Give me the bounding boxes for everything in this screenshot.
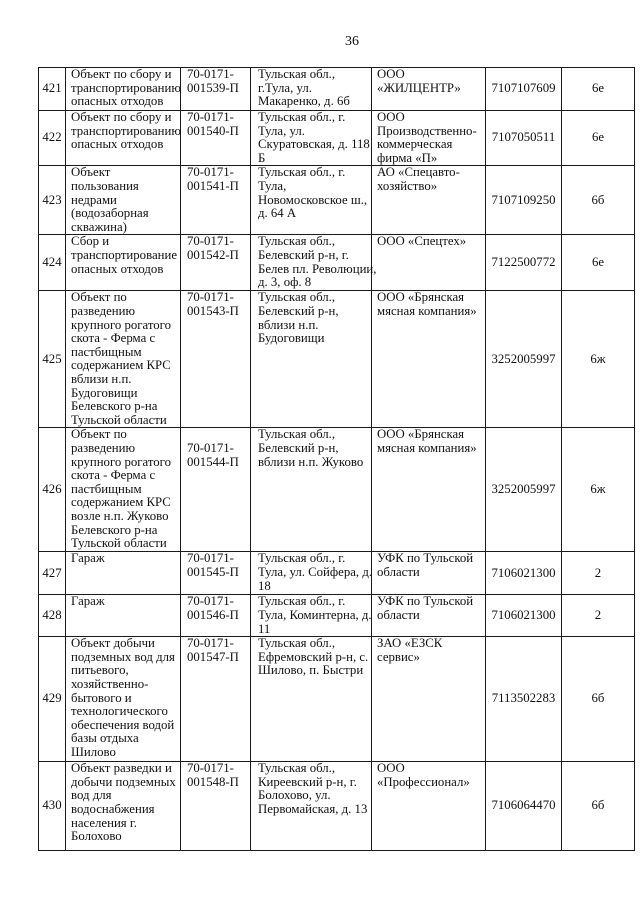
operator-line: «ЖИЛЦЕНТР» (377, 80, 461, 95)
registration-code-line: 001546-П (187, 607, 239, 622)
table-row (39, 291, 635, 428)
row-number-cell: 428 (39, 595, 66, 637)
registration-code-line: 001539-П (187, 80, 239, 95)
address-cell (251, 637, 372, 762)
registry-table-body (39, 68, 635, 851)
operator-line: области (377, 564, 420, 579)
row-number-cell: 426 (39, 428, 66, 552)
address-line: Болохово, ул. (258, 788, 331, 803)
address-cell (251, 234, 377, 291)
inn-cell: 7107109250 (486, 166, 562, 235)
operator-cell (372, 637, 486, 762)
object-name-line: Объект разведки и (71, 761, 172, 776)
row-number-cell: 427 (39, 552, 66, 595)
registration-code-line: 001548-П (187, 774, 239, 789)
address-line: д. 3, оф. 8 (258, 275, 312, 290)
operator-cell (372, 111, 486, 166)
object-name-line: Шилово (71, 744, 116, 759)
object-name-line: добычи подземных (71, 774, 176, 789)
object-name-line: Объект добычи (71, 636, 155, 651)
inn-cell: 7122500772 (486, 235, 562, 291)
row-number-cell: 430 (39, 762, 66, 851)
address-cell (251, 166, 372, 235)
registration-code-line: 70-0171- (187, 165, 234, 180)
registration-code-line: 70-0171- (187, 594, 234, 609)
table-row (39, 762, 635, 851)
registration-code-line: 70-0171- (187, 234, 234, 249)
registration-code-cell (181, 428, 251, 552)
address-line: Будоговищи (258, 331, 325, 346)
object-name-line: содержанием КРС (71, 495, 171, 510)
registration-code-line: 001543-П (187, 303, 239, 318)
object-name-line: Тульской области (71, 536, 167, 551)
registration-code-cell (181, 235, 251, 291)
object-name-line: Болохово (71, 829, 122, 844)
address-line: Первомайская, д. 13 (258, 801, 368, 816)
operator-line: ООО (377, 761, 405, 776)
object-name-line: возле н.п. Жуково (71, 508, 169, 523)
registration-code-line: 70-0171- (187, 636, 234, 651)
object-name-line: опасных отходов (71, 137, 164, 152)
operator-line: фирма «П» (377, 150, 438, 165)
operator-line: Производственно- (377, 123, 477, 138)
registration-code-line: 70-0171- (187, 440, 234, 455)
object-name-line: транспортированию (71, 123, 181, 138)
address-line: Макаренко, д. 6б (258, 94, 350, 109)
category-cell: 6ж (562, 428, 635, 552)
address-line: Тула, (258, 178, 287, 193)
address-line: г.Тула, ул. (258, 80, 312, 95)
registration-code-line: 001547-П (187, 649, 239, 664)
object-name-line: водоснабжения (71, 801, 155, 816)
operator-line: мясная компания» (377, 440, 477, 455)
object-name-cell (66, 235, 181, 291)
table-row (39, 68, 635, 111)
address-line: Тульская обл., г. (258, 165, 346, 180)
operator-line: хозяйство» (377, 178, 438, 193)
address-line: Тула, ул. (258, 123, 305, 138)
registration-code-line: 001540-П (187, 123, 239, 138)
category-cell: 6е (562, 111, 635, 166)
registration-code-line: 001542-П (187, 247, 239, 262)
address-cell (251, 291, 372, 428)
object-name-line: транспортированию (71, 80, 181, 95)
table-row (39, 595, 635, 637)
operator-cell (372, 235, 486, 291)
object-name-cell (66, 637, 181, 762)
operator-cell (372, 595, 486, 637)
operator-line: ООО (377, 67, 405, 81)
registration-code-cell (181, 166, 251, 235)
operator-line: ООО «Спецтех» (377, 234, 467, 249)
address-line: Тульская обл., (258, 67, 336, 81)
object-name-line: Тульской области (71, 412, 167, 427)
address-line: Белев пл. Революции, (258, 261, 377, 276)
object-name-line: (водозаборная (71, 206, 149, 221)
object-name-line: питьевого, (71, 663, 129, 678)
category-cell: 6е (562, 68, 635, 111)
registration-code-cell (181, 111, 251, 166)
object-name-line: крупного рогатого (71, 317, 172, 332)
address-line: Белевский р-н, (258, 303, 339, 318)
registration-code-cell (181, 552, 251, 595)
registration-code-line: 70-0171- (187, 551, 234, 566)
table-row (39, 637, 635, 762)
object-name-line: обеспечения водой (71, 717, 175, 732)
address-line: вблизи н.п. (258, 317, 319, 332)
category-cell: 6б (562, 637, 635, 762)
registry-table (38, 67, 635, 851)
category-cell: 6е (562, 235, 635, 291)
object-name-line: крупного рогатого (71, 454, 172, 469)
object-name-line: вблизи н.п. (71, 371, 132, 386)
address-cell (251, 552, 372, 595)
address-line: Тульская обл., (258, 234, 336, 249)
address-cell (251, 762, 372, 851)
operator-line: ООО «Брянская (377, 427, 465, 442)
operator-line: ООО (377, 110, 405, 124)
operator-line: «Профессионал» (377, 774, 470, 789)
page-number: 36 (345, 34, 359, 49)
address-line: Тульская обл., г. (258, 594, 346, 609)
inn-cell: 3252005997 (486, 428, 562, 552)
object-name-cell (66, 68, 181, 111)
object-name-line: пастбищным (71, 481, 142, 496)
object-name-line: подземных вод для (71, 649, 175, 664)
row-number-cell: 422 (39, 111, 66, 166)
row-number-cell: 421 (39, 68, 66, 111)
inn-cell: 7106064470 (486, 762, 562, 851)
inn-cell: 3252005997 (486, 291, 562, 428)
object-name-line: вод для (71, 788, 112, 803)
operator-cell (372, 166, 486, 235)
object-name-line: Объект по сбору и (71, 110, 172, 124)
address-line: Тула, Коминтерна, д. (258, 607, 372, 622)
object-name-line: технологического (71, 704, 168, 719)
address-line: Белевский р-н, г. (258, 247, 349, 262)
object-name-line: разведению (71, 440, 136, 455)
object-name-cell (66, 762, 181, 851)
registration-code-cell (181, 595, 251, 637)
address-line: д. 64 А (258, 206, 297, 221)
category-cell: 2 (562, 595, 635, 637)
address-line: Тульская обл., (258, 290, 336, 305)
inn-cell: 7106021300 (486, 595, 562, 637)
address-line: 18 (258, 578, 271, 593)
address-line: Скуратовская, д. 118 (258, 137, 370, 152)
object-name-cell (66, 166, 181, 235)
registration-code-line: 001541-П (187, 178, 239, 193)
address-cell (251, 111, 372, 166)
object-name-line: разведению (71, 303, 136, 318)
address-cell (251, 428, 372, 552)
address-cell (251, 68, 372, 111)
operator-line: УФК по Тульской (377, 594, 474, 609)
address-line: Тульская обл., (258, 427, 336, 442)
object-name-line: бытового и (71, 690, 132, 705)
table-row (39, 235, 635, 291)
object-name-cell (66, 111, 181, 166)
object-name-line: скота - Ферма с (71, 468, 156, 483)
object-name-line: Объект по (71, 427, 127, 442)
row-number-cell: 424 (39, 235, 66, 291)
registration-code-line: 70-0171- (187, 761, 234, 776)
operator-cell (372, 291, 486, 428)
operator-cell (372, 68, 486, 111)
object-name-cell (66, 595, 181, 637)
object-name-line: базы отдыха (71, 731, 139, 746)
inn-cell: 7113502283 (486, 637, 562, 762)
operator-line: АО «Спецавто- (377, 165, 460, 180)
category-cell: 6б (562, 166, 635, 235)
address-line: Ефремовский р-н, с. (258, 649, 369, 664)
object-name-line: Объект по (71, 290, 127, 305)
category-cell: 6ж (562, 291, 635, 428)
category-cell: 2 (562, 552, 635, 595)
address-line: Тула, ул. Сойфера, д. (258, 564, 373, 579)
operator-line: ООО «Брянская (377, 290, 465, 305)
address-line: Белевский р-н, (258, 440, 339, 455)
object-name-line: населения г. (71, 815, 137, 830)
object-name-cell (66, 428, 181, 552)
object-name-line: недрами (71, 192, 117, 207)
address-line: Новомосковское ш., (258, 192, 368, 207)
table-row (39, 428, 635, 552)
object-name-line: содержанием КРС (71, 358, 171, 373)
address-line: Б (258, 150, 266, 165)
registration-code-line: 70-0171- (187, 110, 234, 124)
object-name-line: Сбор и (71, 234, 110, 249)
registration-code-line: 001544-П (187, 454, 239, 469)
table-row (39, 552, 635, 595)
registration-code-line: 70-0171- (187, 67, 234, 81)
registration-code-cell (181, 637, 251, 762)
address-line: 11 (258, 621, 271, 636)
row-number-cell: 429 (39, 637, 66, 762)
registration-code-line: 70-0171- (187, 290, 234, 305)
operator-line: области (377, 607, 420, 622)
object-name-cell (66, 552, 181, 595)
registration-code-cell (181, 762, 251, 851)
object-name-line: Объект по сбору и (71, 67, 172, 81)
address-line: вблизи н.п. Жуково (258, 454, 364, 469)
registration-code-line: 001545-П (187, 564, 239, 579)
address-line: Киреевский р-н, г. (258, 774, 357, 789)
operator-cell (372, 552, 486, 595)
row-number-cell: 425 (39, 291, 66, 428)
inn-cell: 7107107609 (486, 68, 562, 111)
inn-cell: 7107050511 (486, 111, 562, 166)
object-name-line: Гараж (71, 594, 105, 609)
registration-code-cell (181, 68, 251, 111)
operator-line: ЗАО «ЕЗСК (377, 636, 443, 651)
address-line: Тульская обл., (258, 761, 336, 776)
operator-cell (372, 428, 486, 552)
category-cell: 6б (562, 762, 635, 851)
table-row (39, 166, 635, 235)
row-number-cell: 423 (39, 166, 66, 235)
address-cell (251, 595, 372, 637)
registration-code-cell (181, 291, 251, 428)
object-name-line: опасных отходов (71, 94, 164, 109)
operator-line: УФК по Тульской (377, 551, 474, 566)
operator-line: коммерческая (377, 137, 453, 152)
table-row (39, 111, 635, 166)
object-name-line: скважина) (71, 219, 127, 234)
operator-cell (372, 762, 486, 851)
address-line: Тульская обл., (258, 636, 336, 651)
object-name-line: Объект (71, 165, 111, 180)
operator-line: сервис» (377, 649, 420, 664)
operator-line: мясная компания» (377, 303, 477, 318)
object-name-line: Белевского р-на (71, 522, 158, 537)
object-name-line: транспортирование (71, 247, 177, 262)
object-name-cell (66, 291, 181, 428)
object-name-line: Будоговищи (71, 385, 138, 400)
address-line: Шилово, п. Быстри (258, 663, 364, 678)
address-line: Тульская обл., г. (258, 551, 346, 566)
object-name-line: Белевского р-на (71, 399, 158, 414)
object-name-line: пользования (71, 178, 139, 193)
object-name-line: хозяйственно- (71, 676, 149, 691)
object-name-line: пастбищным (71, 344, 142, 359)
object-name-line: скота - Ферма с (71, 331, 156, 346)
object-name-line: Гараж (71, 551, 105, 566)
address-line: Тульская обл., г. (258, 110, 346, 124)
inn-cell: 7106021300 (486, 552, 562, 595)
object-name-line: опасных отходов (71, 261, 164, 276)
